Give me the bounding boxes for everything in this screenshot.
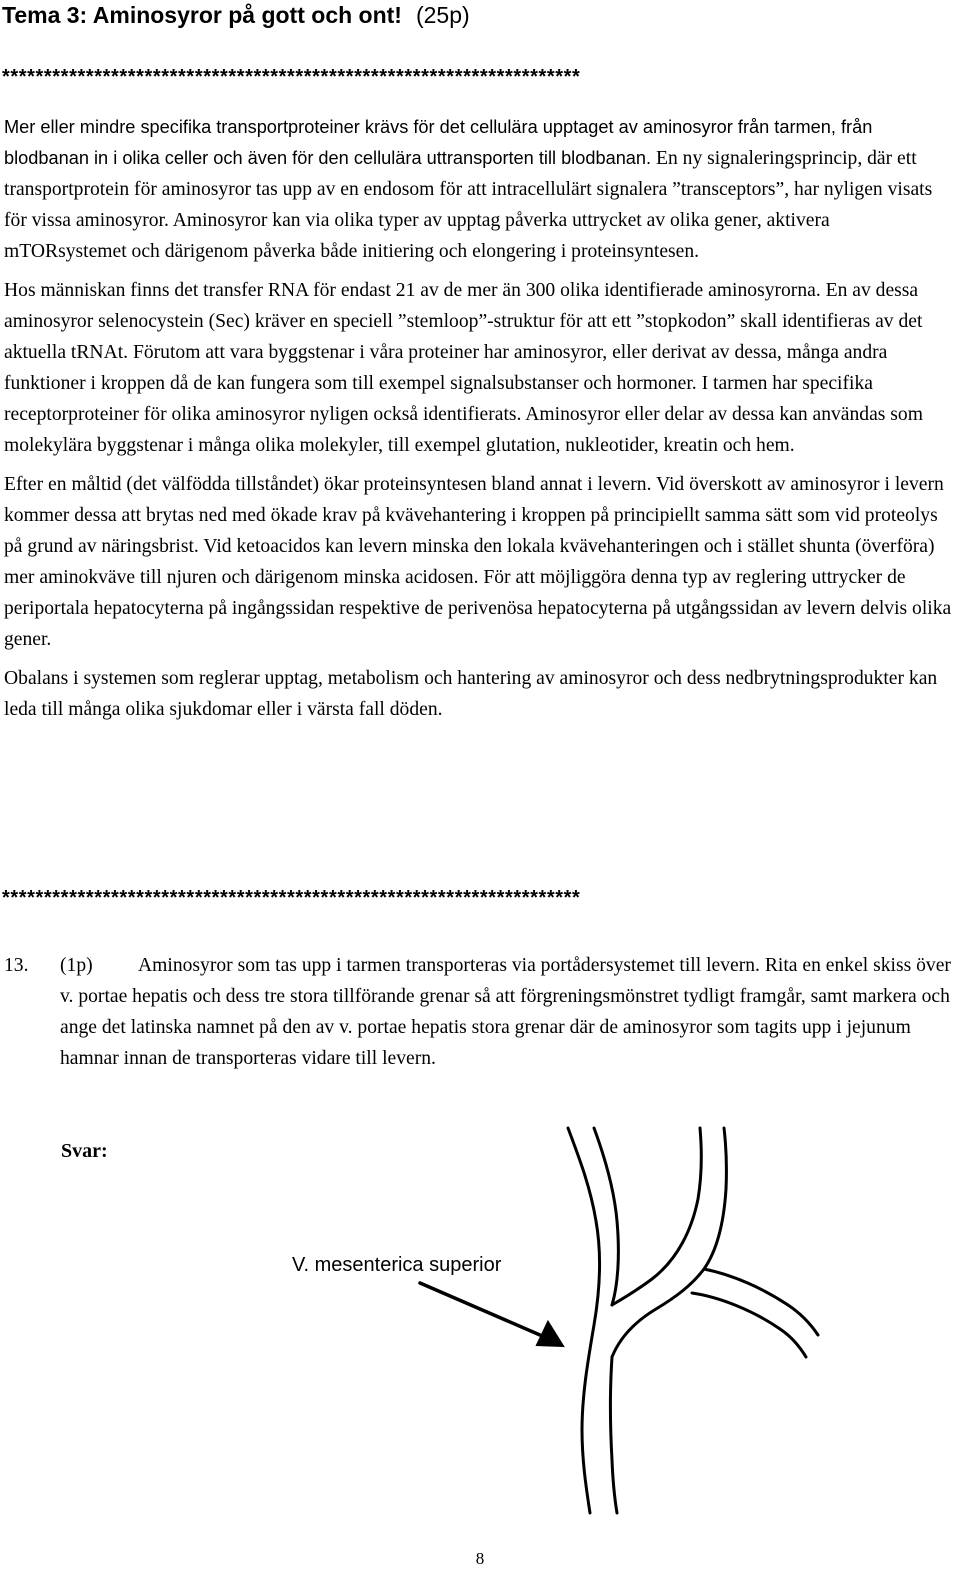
right-branch-lower xyxy=(692,1293,806,1357)
question-text: Aminosyror som tas upp i tarmen transporteras via portådersystemet till levern. Rita en enkel skiss över v. portae hepatis och dess tre stora tillförande grenar så att förgreningsmönstret tydligt framgår, samt markera och ange det latinska namnet på den av v. portae hepatis stora grenar där de aminosyror som tagits upp i jejunum hamnar innan de transporteras vidare till levern. xyxy=(60,955,951,1069)
intro-paragraph-1-sans: Mer eller mindre specifika transportproteiner krävs för det cellulära upptaget av aminosyror från tarmen, från blodbanan in i olika celler och även för den cellulära uttransporten till blodbanan. xyxy=(4,117,873,168)
figure-label-text: V. mesenterica superior xyxy=(292,1254,502,1276)
separator-bottom: ********************************************************************* xyxy=(2,887,581,909)
question-points: (1p) xyxy=(60,955,93,976)
upper-branch-inner xyxy=(612,1128,726,1357)
intro-section xyxy=(4,112,956,733)
intro-paragraph-1 xyxy=(4,112,956,267)
title-points: (25p) xyxy=(415,2,470,28)
trunk-inner-wall-lower xyxy=(611,1357,618,1513)
title-text: Tema 3: Aminosyror på gott och ont! xyxy=(2,2,402,28)
question-13 xyxy=(4,950,956,1074)
trunk-inner-wall-upper xyxy=(594,1128,618,1305)
separator-top: ********************************************************************* xyxy=(2,66,581,88)
trunk-outer-wall xyxy=(568,1128,600,1513)
right-branch-upper xyxy=(704,1269,818,1335)
intro-paragraph-4: Obalans i systemen som reglerar upptag, metabolism och hantering av aminosyror och dess nedbrytningsprodukter kan leda till många olika sjukdomar eller i värsta fall döden. xyxy=(4,668,938,720)
answer-label: Svar: xyxy=(61,1140,108,1162)
intro-paragraph-3: Efter en måltid (det välfödda tillståndet) ökar proteinsyntesen bland annat i levern. Vid överskott av aminosyror i levern kommer dessa att brytas ned med ökade krav på kvävehantering i kroppen på principiellt samma sätt som vid proteolys på grund av näringsbrist. Vid ketoacidos kan levern minska den lokala kvävehanteringen och i stället shunta (överföra) mer aminokväve till njuren och därigenom minska acidosen. För att möjliggöra denna typ av reglering uttrycker de periportala hepatocyterna på ingångssidan respektive de perivenösa hepatocyterna på utgångssidan av levern delvis olika gener. xyxy=(4,474,952,650)
intro-paragraph-1-serif: En ny signaleringsprincip, där ett transportprotein för aminosyror tas upp av en endosom för att intracellulärt signalera ”transceptors”, har nyligen visats för vissa aminosyror. Aminosyror kan via olika typer av upptag påverka uttrycket av olika gener, aktivera mTORsystemet och därigenom påverka både initiering och elongering i proteinsyntesen. xyxy=(4,148,933,262)
page-title xyxy=(2,2,470,29)
page-number: 8 xyxy=(475,1549,485,1568)
arrow-shaft xyxy=(420,1283,540,1335)
intro-paragraph-2: Hos människan finns det transfer RNA för endast 21 av de mer än 300 olika identifierade aminosyrorna. En av dessa aminosyror selenocystein (Sec) kräver en speciell ”stemloop”-struktur för att ett ”stopkodon” skall identifieras av det aktuella tRNAt. Förutom att vara byggstenar i våra proteiner har aminosyror, eller derivat av dessa, många andra funktioner i kroppen då de kan fungera som till exempel signalsubstanser och hormoner. I tarmen har specifika receptorproteiner för olika aminosyror nyligen också identifierats. Aminosyror eller delar av dessa kan användas som molekylära byggstenar i många olika molekyler, till exempel glutation, nukleotider, kreatin och hem. xyxy=(4,280,923,456)
question-number: 13. xyxy=(4,955,29,976)
upper-branch-outer xyxy=(612,1128,701,1305)
vein-drawing xyxy=(560,1125,960,1515)
